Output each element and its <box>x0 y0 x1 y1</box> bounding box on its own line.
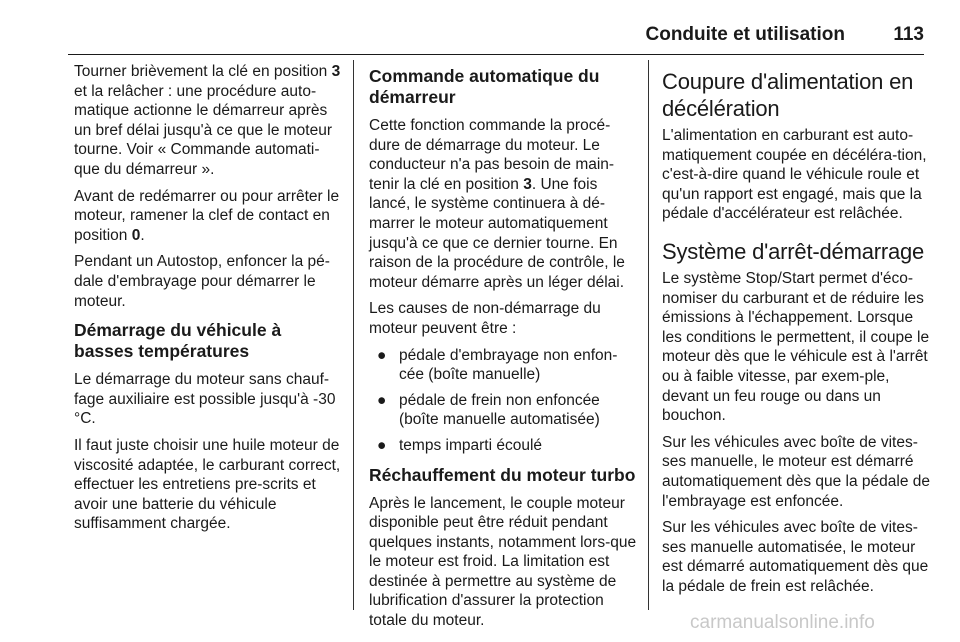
section-heading-auto-starter: Commande automatique du démarreur <box>369 66 600 107</box>
bullet-list <box>369 346 639 456</box>
section-heading-stop-start: Système d'arrêt-démarrage <box>662 238 925 264</box>
paragraph: Cette fonction commande la procé-dure de démarrage du moteur. Le conducteur n'a pas besoin de main-tenir la clé en position 3. Une fois lancé, le système continuera à dé-marrer le moteur automatiquement jusqu'à ce que ce dernier tourne. En raison de la procédure de contrôle, le moteur démarre après un léger délai. <box>369 117 625 291</box>
section-heading-fuel-cutoff: Coupure d'alimentation en décélération <box>662 69 914 121</box>
page-number: 113 <box>893 24 924 45</box>
bullet-icon: ● <box>377 391 387 409</box>
column-1 <box>74 62 344 541</box>
column-divider-1 <box>353 60 354 610</box>
watermark: carmanualsonline.info <box>690 612 875 633</box>
paragraph: Sur les véhicules avec boîte de vites-ses manuelle automatisée, le moteur est démarré automatiquement dès que la pédale de frein est relâchée. <box>662 519 929 595</box>
section-heading-turbo: Réchauffement du moteur turbo <box>369 464 636 485</box>
paragraph: Les causes de non-démarrage du moteur peuvent être : <box>369 300 601 337</box>
page-header <box>0 0 960 60</box>
list-item: ● temps imparti écoulé <box>377 436 543 454</box>
paragraph: L'alimentation en carburant est auto-matiquement coupée en décéléra-tion, c'est-à-dire quand le véhicule roule et qu'un rapport est engagé, mais que la pédale d'accélérateur est relâchée. <box>662 127 927 223</box>
header-rule <box>68 54 924 55</box>
paragraph: Le système Stop/Start permet d'éco-nomiser du carburant et de réduire les émissions à l'échappement. Lorsque les conditions le permettent, il coupe le moteur dès que le véhicule est à l'arrêt ou à faible vitesse, par exem-ple, devant un feu rouge ou dans un bouchon. <box>662 269 930 425</box>
list-item: ● pédale de frein non enfoncée (boîte manuelle automatisée) <box>377 391 600 429</box>
column-2 <box>369 62 639 638</box>
paragraph: Tourner brièvement la clé en position 3 et la relâcher : une procédure auto-matique actionne le démarreur après un bref délai jusqu'à ce que le moteur tourne. Voir « Commande automati-que du démarreur ». <box>74 63 341 178</box>
paragraph: Après le lancement, le couple moteur disponible peut être réduit pendant quelques instants, notamment lors-que le moteur est froid. La limitation est destinée à permettre au système de lubrification d'assurer la protection totale du moteur. <box>369 494 637 630</box>
column-divider-2 <box>648 60 649 610</box>
bullet-icon: ● <box>377 346 387 364</box>
paragraph: Le démarrage du moteur sans chauf-fage auxiliaire est possible jusqu'à -30 °C. <box>74 371 336 428</box>
paragraph: Avant de redémarrer ou pour arrêter le moteur, ramener la clef de contact en position 0. <box>74 187 340 244</box>
section-heading-cold-start: Démarrage du véhicule à basses températures <box>74 320 282 362</box>
column-3 <box>662 62 932 603</box>
paragraph: Pendant un Autostop, enfoncer la pé-dale d'embrayage pour démarrer le moteur. <box>74 253 330 310</box>
bullet-icon: ● <box>377 436 387 454</box>
list-item: ● pédale d'embrayage non enfon-cée (boîte manuelle) <box>377 346 618 384</box>
paragraph: Sur les véhicules avec boîte de vites-ses manuelle, le moteur est démarré automatiquement dès que la pédale de l'embrayage est enfoncée. <box>662 433 931 510</box>
paragraph: Il faut juste choisir une huile moteur de viscosité adaptée, le carburant correct, effectuer les entretiens pre-scrits et avoir une batterie du véhicule suffisamment chargée. <box>74 436 341 533</box>
header-title: Conduite et utilisation <box>645 24 845 45</box>
